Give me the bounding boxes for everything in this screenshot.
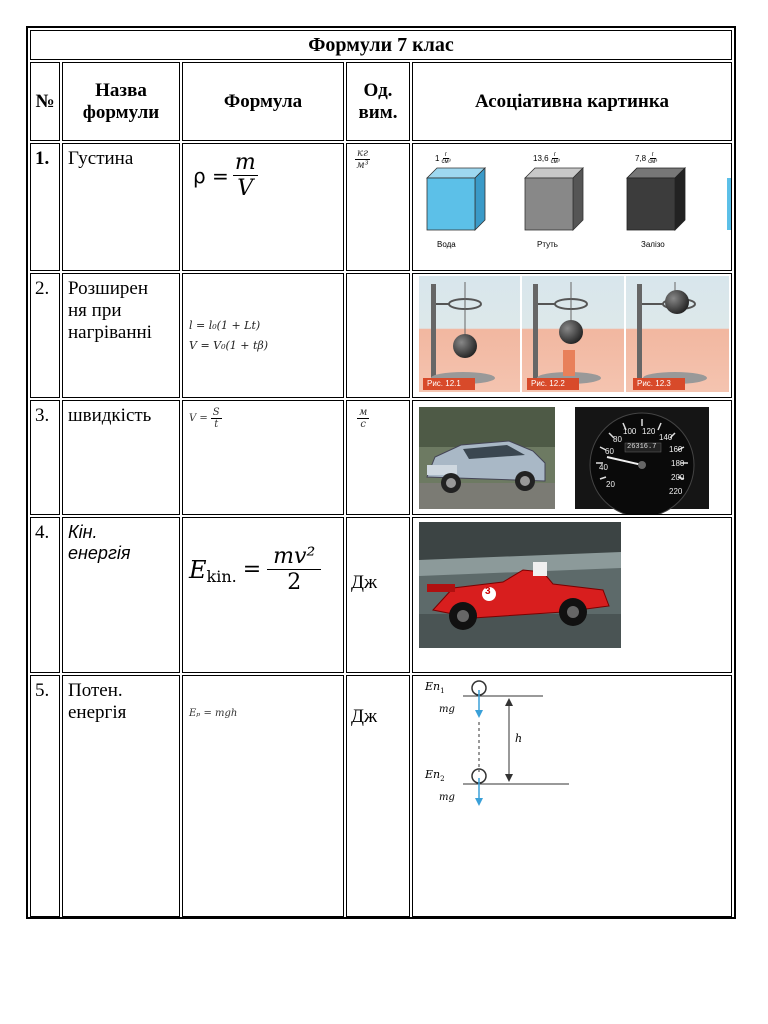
fig-caption-1: Рис. 12.1 — [427, 379, 461, 388]
row-2-unit — [346, 273, 410, 398]
speed-formula: V = $\frac{S}{t}$ — [189, 407, 220, 430]
water-label: Вода — [437, 240, 456, 249]
table-title: Формули 7 клас — [308, 34, 454, 56]
row-2-picture — [412, 273, 732, 398]
speed-unit: м с — [359, 407, 368, 430]
row-2-num: 2. — [30, 273, 60, 398]
header-num: № — [30, 62, 60, 141]
row-3-unit — [346, 400, 410, 515]
row-3-name: швидкість — [62, 400, 180, 515]
density-cubes-image — [413, 144, 732, 271]
speedo-40: 40 — [599, 463, 608, 472]
potential-energy-diagram — [413, 676, 732, 917]
row-2-name: Розширен ня при нагріванні — [62, 273, 180, 398]
row-1-name: Густина — [62, 143, 180, 271]
row-4-unit: Дж — [346, 517, 410, 673]
potential-energy-formula: Eₚ = mgh — [189, 708, 238, 719]
row-5-unit: Дж — [346, 675, 410, 917]
speedo-80: 80 — [613, 435, 622, 444]
row-5-formula — [182, 675, 344, 917]
row-3-num: 3. — [30, 400, 60, 515]
density-unit: кг м³ — [356, 148, 369, 171]
iron-density-label: 7,8 $\frac{г}{\text{см³}}$ — [635, 152, 658, 165]
iron-label: Залізо — [641, 240, 665, 249]
row-4-name: Кін. енергія — [62, 517, 180, 673]
row-1-num: 1. — [30, 143, 60, 271]
row-4-formula — [182, 517, 344, 673]
speedo-120: 120 — [642, 427, 656, 436]
fig-caption-2: Рис. 12.2 — [531, 379, 565, 388]
mercury-label: Ртуть — [537, 240, 558, 249]
row-4-num: 4. — [30, 517, 60, 673]
row-1-unit — [346, 143, 410, 271]
force-label-bottom: mg — [439, 792, 455, 803]
en2-label: $En_2$ — [425, 768, 445, 784]
header-unit: Од. вим. — [346, 62, 410, 141]
row-3-formula — [182, 400, 344, 515]
header-formula: Формула — [182, 62, 344, 141]
en1-label: $En_1$ — [425, 680, 445, 696]
race-car-image — [413, 518, 732, 673]
row-5-num: 5. — [30, 675, 60, 917]
row-4-picture — [412, 517, 732, 673]
header-picture: Асоціативна картинка — [412, 62, 732, 141]
odometer: 26316.7 — [627, 443, 657, 451]
formulas-table — [26, 26, 736, 919]
row-5-picture — [412, 675, 732, 917]
mercury-density-label: 13,6 $\frac{г}{\text{см³}}$ — [533, 152, 560, 165]
water-density-label: 1 $\frac{г}{\text{см³}}$ — [435, 152, 451, 165]
car-speedometer-image — [413, 401, 732, 515]
speedo-140: 140 — [659, 433, 673, 442]
fig-caption-3: Рис. 12.3 — [637, 379, 671, 388]
speedo-60: 60 — [605, 447, 614, 456]
car-number: 3 — [485, 586, 491, 597]
density-formula: ρ = $\frac{m}{V}$ — [193, 150, 256, 201]
row-3-picture — [412, 400, 732, 515]
speedo-100: 100 — [623, 427, 637, 436]
speedo-20: 20 — [606, 480, 615, 489]
header-name: Назва формули — [62, 62, 180, 141]
speedo-160: 160 — [669, 445, 683, 454]
force-label-top: mg — [439, 704, 455, 715]
table-title-cell — [30, 30, 732, 60]
expansion-formula: l = l₀(1 + Lt) V = V₀(1 + tβ) — [189, 319, 269, 352]
speedo-220: 220 — [669, 487, 683, 496]
speedo-200: 200 — [671, 473, 685, 482]
speedo-180: 180 — [671, 459, 685, 468]
row-5-name: Потен. енергія — [62, 675, 180, 917]
row-1-picture — [412, 143, 732, 271]
kinetic-energy-formula: E kin. = $\frac{\text{mv²}}{2}$ — [189, 544, 321, 595]
height-label: h — [515, 732, 523, 745]
row-2-formula — [182, 273, 344, 398]
row-1-formula — [182, 143, 344, 271]
